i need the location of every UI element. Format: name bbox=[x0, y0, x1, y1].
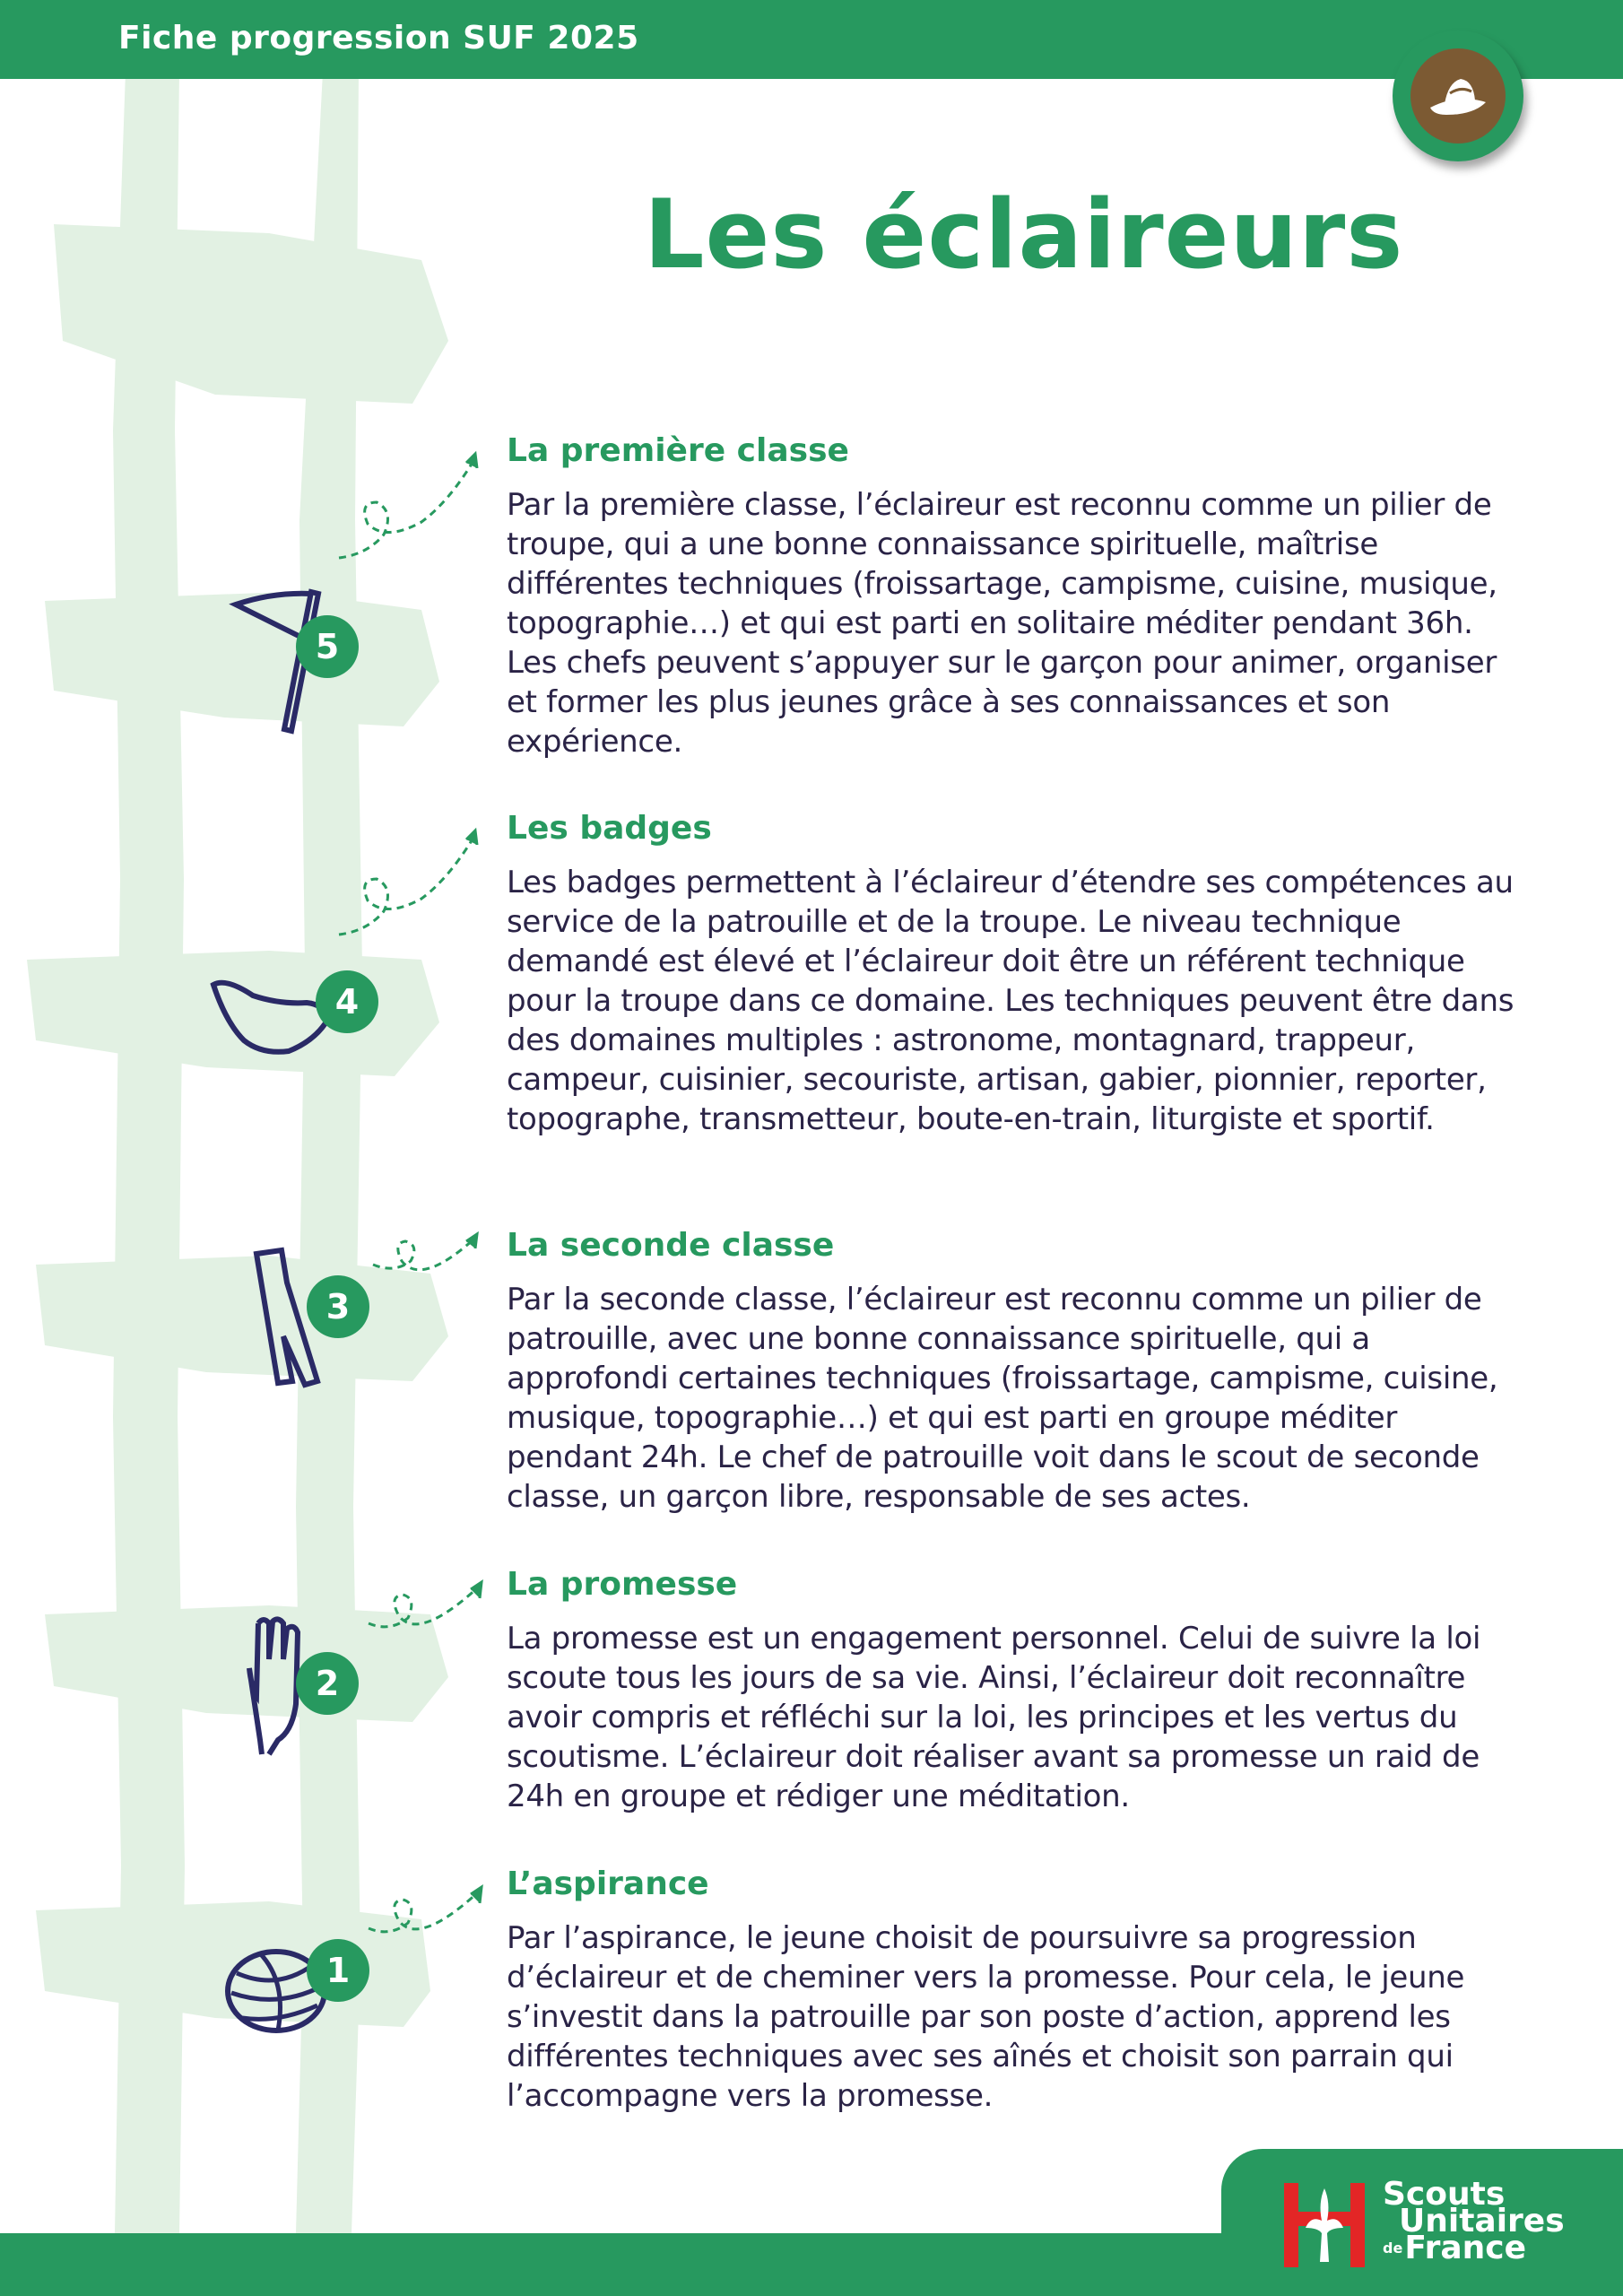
section-heading: L’aspirance bbox=[507, 1866, 709, 1902]
section-seconde-classe bbox=[507, 1227, 1529, 1517]
header-bar bbox=[0, 0, 1623, 79]
scout-hat-icon bbox=[1410, 48, 1506, 144]
step-number-badge: 2 bbox=[296, 1652, 359, 1715]
section-heading: La première classe bbox=[507, 432, 849, 469]
section-text: La promesse est un engagement personnel. Celui de suivre la loi scoute tous les jours de sa vie. Ainsi, l’éclaireur doit reconnaître avoir compris et réfléchi sur la loi, les principes et les vertus du scoutisme. L’éclaireur doit réaliser avant sa promesse un raid de 24h en groupe et rédiger une méditation. bbox=[507, 1621, 1481, 1814]
dashed-arrow-icon bbox=[368, 1229, 484, 1292]
step-number-badge: 4 bbox=[316, 970, 378, 1033]
header-title: Fiche progression SUF 2025 bbox=[118, 20, 639, 57]
section-premiere-classe bbox=[507, 432, 1529, 761]
logo-line-2: Unitaires bbox=[1399, 2203, 1565, 2239]
section-text: Par la première classe, l’éclaireur est reconnu comme un pilier de troupe, qui a une bonne connaissance spirituelle, maîtrise différentes techniques (froissartage, campisme, cuisine, musique, topographie…) et qui est parti en solitaire méditer pendant 36h. Les chefs peuvent s’appuyer sur le garçon pour animer, organiser et former les plus jeunes grâce à ses connaissances et son expérience. bbox=[507, 487, 1497, 760]
section-heading: Les badges bbox=[507, 810, 712, 847]
section-promesse bbox=[507, 1566, 1529, 1816]
logo-line-3: France bbox=[1404, 2230, 1527, 2266]
suf-logo bbox=[1221, 2149, 1623, 2296]
dashed-arrow-icon bbox=[332, 825, 484, 942]
dashed-arrow-icon bbox=[332, 448, 484, 565]
logo-line-1: Scouts bbox=[1383, 2176, 1506, 2213]
page-title: Les éclaireurs bbox=[644, 179, 1404, 290]
suf-emblem-icon bbox=[1275, 2176, 1374, 2274]
step-number-badge: 3 bbox=[307, 1275, 369, 1338]
section-text: Les badges permettent à l’éclaireur d’étendre ses compétences au service de la patrouille et de la troupe. Le niveau technique demandé est élevé et l’éclaireur doit être un référent technique pour la troupe dans ce domaine. Les techniques peuvent être dans des domaines multiples : astronome, montagnard, trappeur, campeur, cuisinier, secouriste, artisan, gabier, pionnier, reporter, topographe, transmetteur, boute-en-train, liturgiste et sportif. bbox=[507, 865, 1515, 1137]
section-heading: La promesse bbox=[507, 1566, 738, 1603]
step-number-badge: 5 bbox=[296, 615, 359, 678]
section-badge bbox=[1393, 30, 1523, 161]
step-number-badge: 1 bbox=[307, 1939, 369, 2002]
section-aspirance bbox=[507, 1866, 1529, 2116]
dashed-arrow-icon bbox=[363, 1883, 489, 1955]
logo-de: de bbox=[1383, 2239, 1403, 2257]
section-text: Par la seconde classe, l’éclaireur est reconnu comme un pilier de patrouille, avec une bonne connaissance spirituelle, qui a approfondi certaines techniques (froissartage, campisme, cuisine, musique, topographie…) et qui est parti en groupe méditer pendant 24h. Le chef de patrouille voit dans le scout de seconde classe, un garçon libre, responsable de ses actes. bbox=[507, 1282, 1498, 1515]
dashed-arrow-icon bbox=[363, 1578, 489, 1650]
section-heading: La seconde classe bbox=[507, 1227, 835, 1264]
section-badges bbox=[507, 810, 1529, 1139]
section-text: Par l’aspirance, le jeune choisit de poursuivre sa progression d’éclaireur et de cheminer vers la promesse. Pour cela, le jeune s’investit dans la patrouille par son poste d’action, apprend les différentes techniques avec ses aînés et choisit son parrain qui l’accompagne vers la promesse. bbox=[507, 1920, 1465, 2114]
